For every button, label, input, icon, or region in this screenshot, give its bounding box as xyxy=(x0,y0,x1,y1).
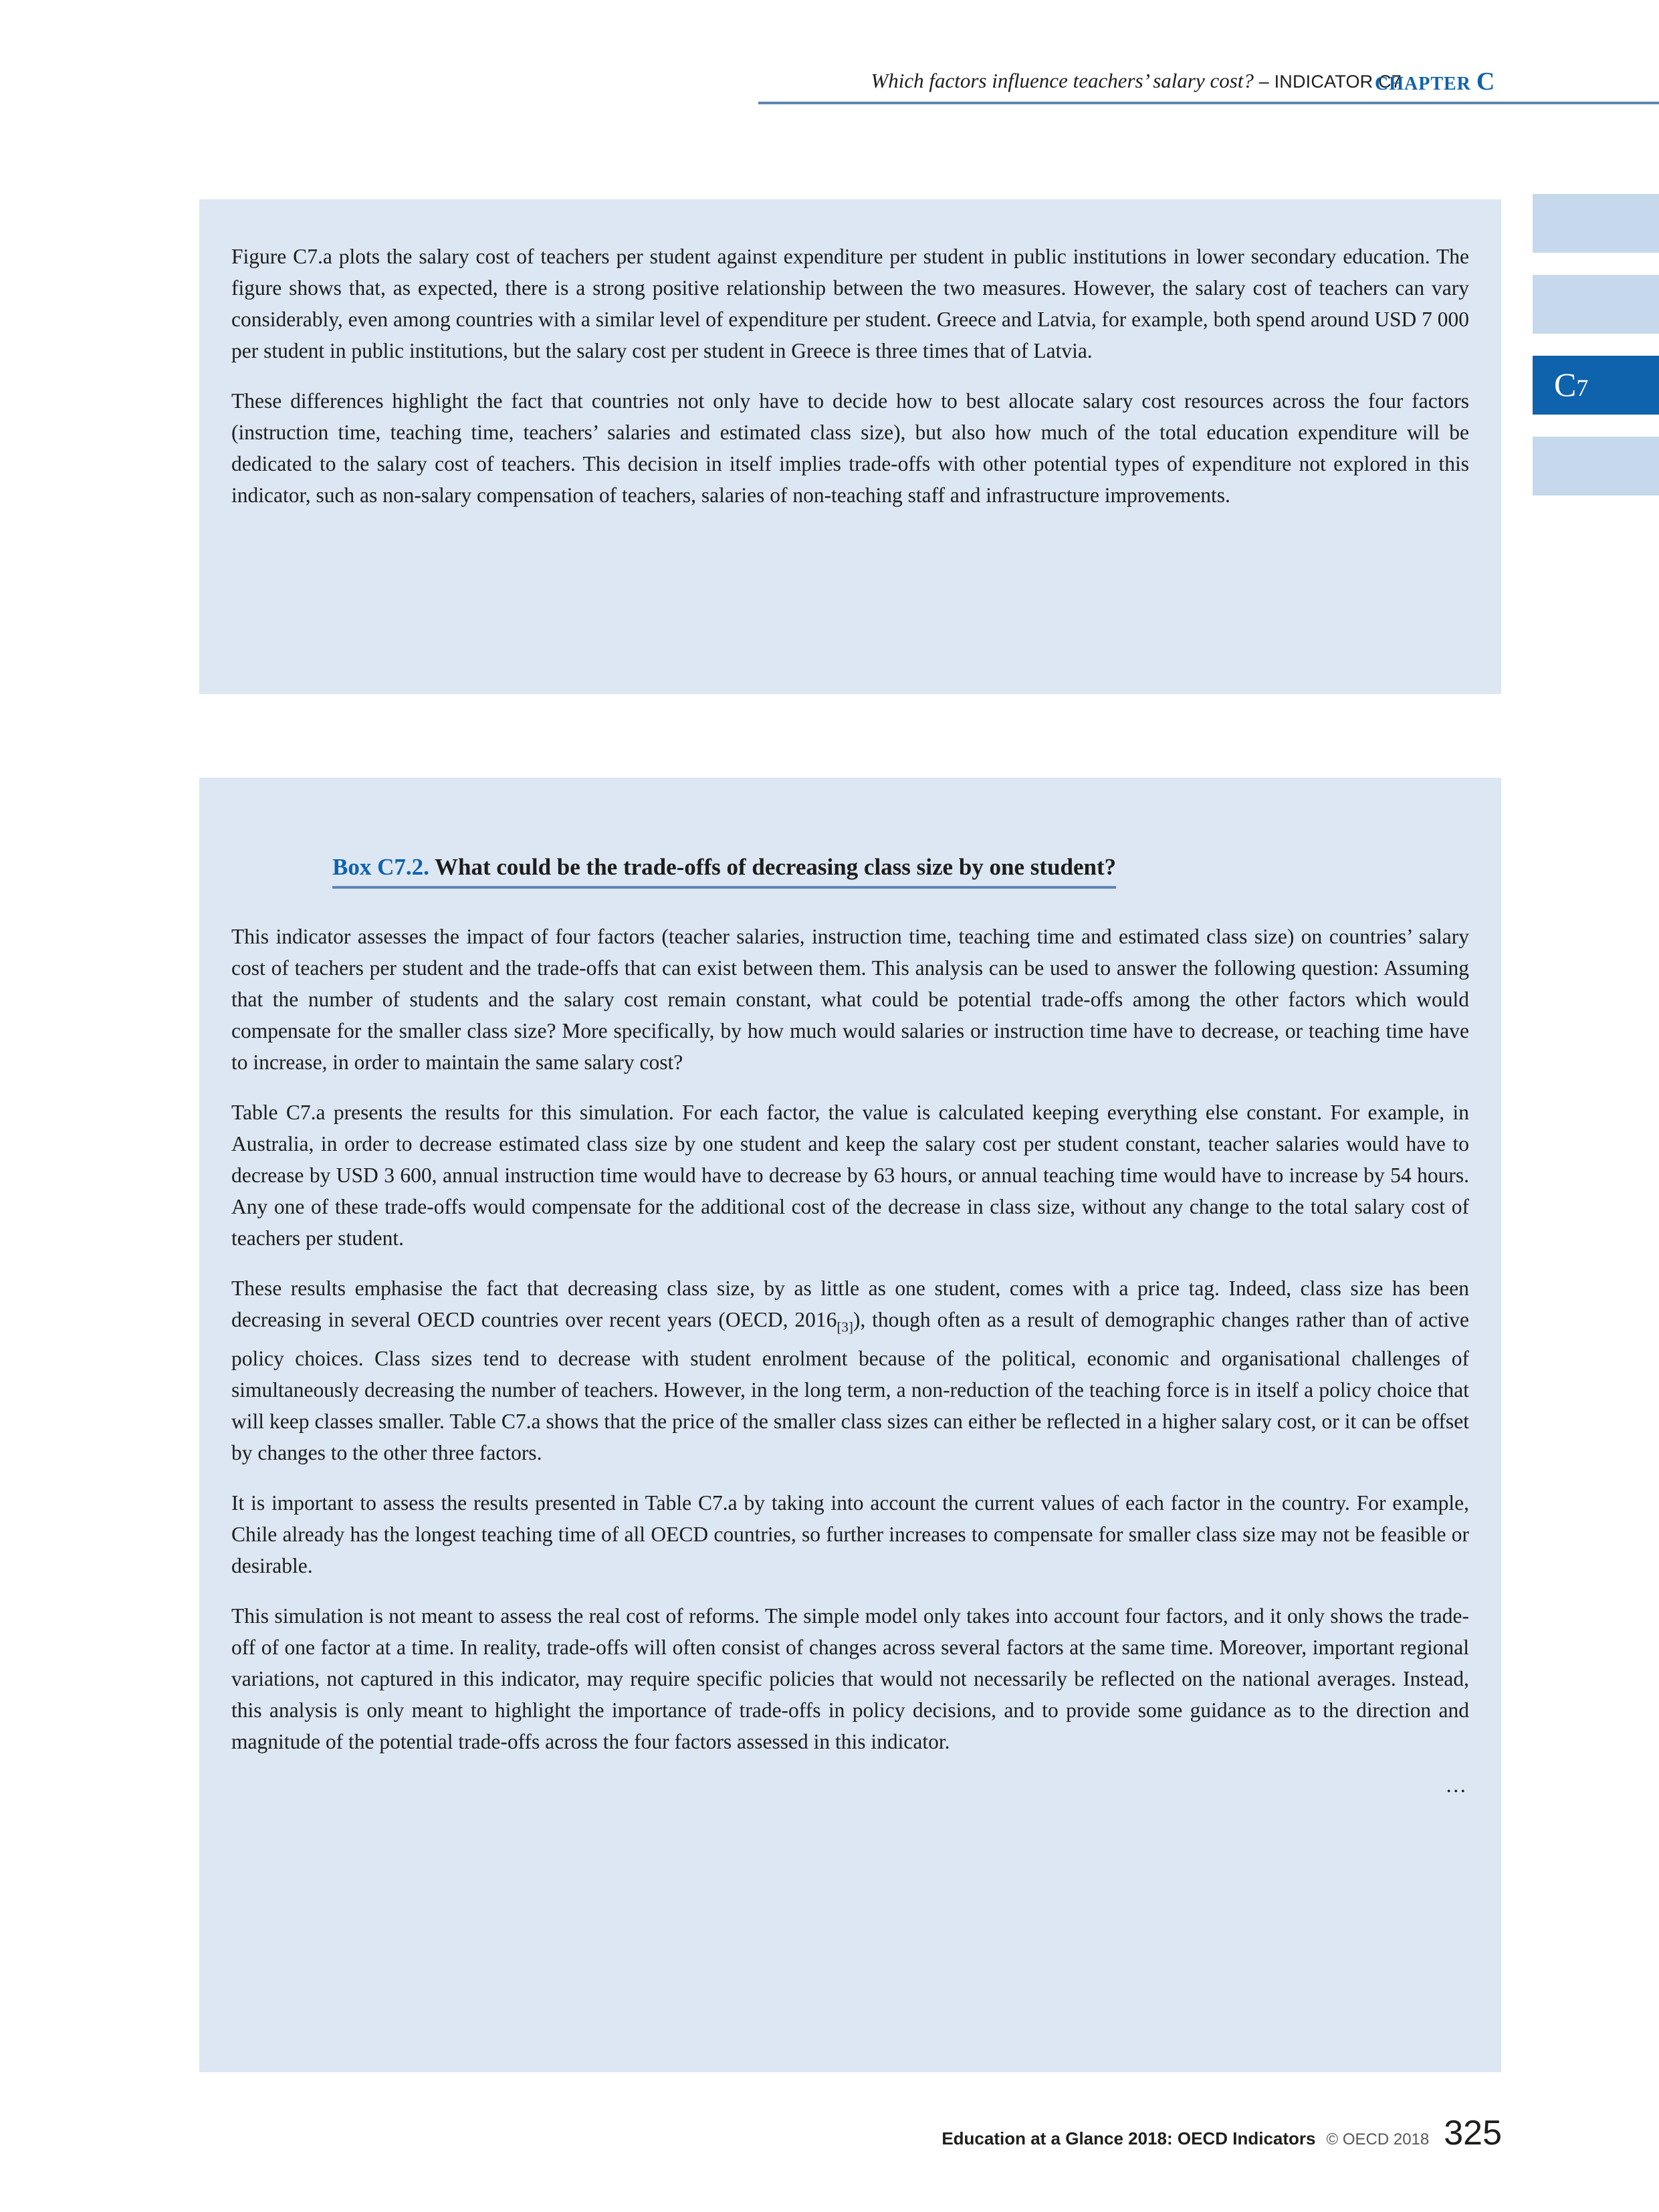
box-c72-title-wrap xyxy=(332,854,1116,889)
box-continuation-marker: … xyxy=(1445,1773,1469,1797)
chapter-tab-c7[interactable] xyxy=(1533,356,1659,415)
box-c72 xyxy=(199,778,1501,2072)
box-c72-paragraph-3-before: These results emphasise the fact that decreasing class size, by as little as one student, comes with a price tag. Indeed, class size has been decreasing in several OECD countries over recent years (OECD, 2016 xyxy=(231,1277,1469,1331)
box-c72-number: Box C7.2. xyxy=(332,854,429,880)
box-c72-paragraph-5: This simulation is not meant to assess the real cost of reforms. The simple model only takes into account four factors, and it only shows the trade-off of one factor at a time. In reality, trade-offs will often consist of changes across several factors at the same time. Moreover, important regional variations, not captured in this indicator, may require specific policies that would not necessarily be reflected on the national averages. Instead, this analysis is only meant to highlight the importance of trade-offs in policy decisions, and to provide some guidance as to the direction and magnitude of the potential trade-offs across the four factors assessed in this indicator. xyxy=(231,1604,1469,1754)
citation-reference[interactable]: [3] xyxy=(837,1319,853,1335)
box-c72-title xyxy=(332,854,1116,881)
intro-paragraph-1: Figure C7.a plots the salary cost of teachers per student against expenditure per student in public institutions in lower secondary education. The figure shows that, as expected, there is a strong positive relationship between the two measures. However, the salary cost of teachers can vary considerably, even among countries with a similar level of expenditure per student. Greece and Latvia, for example, both spend around USD 7 000 per student in public institutions, but the salary cost per student in Greece is three times that of Latvia. xyxy=(231,245,1469,362)
chapter-tab-c7-label xyxy=(1554,368,1588,401)
header-rule xyxy=(758,102,1659,104)
box-c72-paragraph-1: This indicator assesses the impact of four factors (teacher salaries, instruction time, teaching time and estimated class size) on countries’ salary cost of teachers per student and the trade-offs that can exist between them. This analysis can be used to answer the following question: Assuming that the number of students and the salary cost remain constant, what could be potential trade-offs among the other factors which would compensate for the smaller class size? More specifically, by how much would salaries or instruction time have to decrease, or teaching time have to increase, in order to maintain the same salary cost? xyxy=(231,925,1469,1074)
box-c72-title-text: What could be the trade-offs of decreasing class size by one student? xyxy=(429,854,1117,880)
footer-copyright: © OECD 2018 xyxy=(1326,2130,1430,2148)
box-c72-paragraph-4: It is important to assess the results presented in Table C7.a by taking into account the current values of each factor in the country. For example, Chile already has the longest teaching time of all OECD countries, so further increases to compensate for smaller class size may not be feasible or desirable. xyxy=(231,1491,1469,1578)
running-separator: – xyxy=(1253,72,1275,92)
box-c72-paragraph-3 xyxy=(231,1273,1469,1468)
box-c72-paragraph-2: Table C7.a presents the results for this simulation. For each factor, the value is calculated keeping everything else constant. For example, in Australia, in order to decrease estimated class size by one student and keep the salary cost per student constant, teacher salaries would have to decrease by USD 3 600, annual instruction time would have to decrease by 63 hours, or annual teaching time would have to increase by 54 hours. Any one of these trade-offs would compensate for the additional cost of the decrease in class size, without any change to the total salary cost of teachers per student. xyxy=(231,1101,1469,1250)
box-c72-paragraph-3-after: ), though often as a result of demographic changes rather than of active policy choices. Class sizes tend to decrease with student enrolment because of the political, economic and organisational challenges of simultaneously decreasing the number of teachers. However, in the long term, a non-reduction of the teaching force is in itself a policy choice that will keep classes smaller. Table C7.a shows that the price of the smaller class sizes can either be reflected in a higher salary cost, or it can be offset by changes to the other three factors. xyxy=(231,1308,1469,1465)
chapter-tab-c7-letter: C xyxy=(1554,366,1577,403)
chapter-tab-1[interactable] xyxy=(1533,194,1659,253)
box-c72-body xyxy=(231,921,1469,1799)
chapter-tab-2[interactable] xyxy=(1533,275,1659,334)
page-number: 325 xyxy=(1444,2114,1502,2152)
footer-publication: Education at a Glance 2018: OECD Indicators xyxy=(942,2128,1316,2148)
intro-text-box xyxy=(199,199,1501,694)
running-title: Which factors influence teachers’ salary cost? xyxy=(871,69,1254,92)
chapter-tab-strip xyxy=(1533,194,1659,518)
running-header-text xyxy=(871,66,1402,97)
page-footer xyxy=(0,2113,1659,2160)
page-header xyxy=(0,66,1659,119)
intro-paragraph-2: These differences highlight the fact that countries not only have to decide how to best allocate salary cost resources across the four factors (instruction time, teaching time, teachers’ salaries and estimated class size), but also how much of the total education expenditure will be dedicated to the salary cost of teachers. This decision in itself implies trade-offs with other potential types of expenditure not explored in this indicator, such as non-salary compensation of teachers, salaries of non-teaching staff and infrastructure improvements. xyxy=(231,389,1469,507)
chapter-label xyxy=(1375,67,1495,96)
chapter-tab-4[interactable] xyxy=(1533,437,1659,495)
chapter-letter: C xyxy=(1476,68,1495,96)
chapter-tab-c7-number: 7 xyxy=(1576,374,1589,401)
chapter-word: CHAPTER xyxy=(1375,74,1471,94)
running-indicator: INDICATOR C7 xyxy=(1274,72,1402,92)
